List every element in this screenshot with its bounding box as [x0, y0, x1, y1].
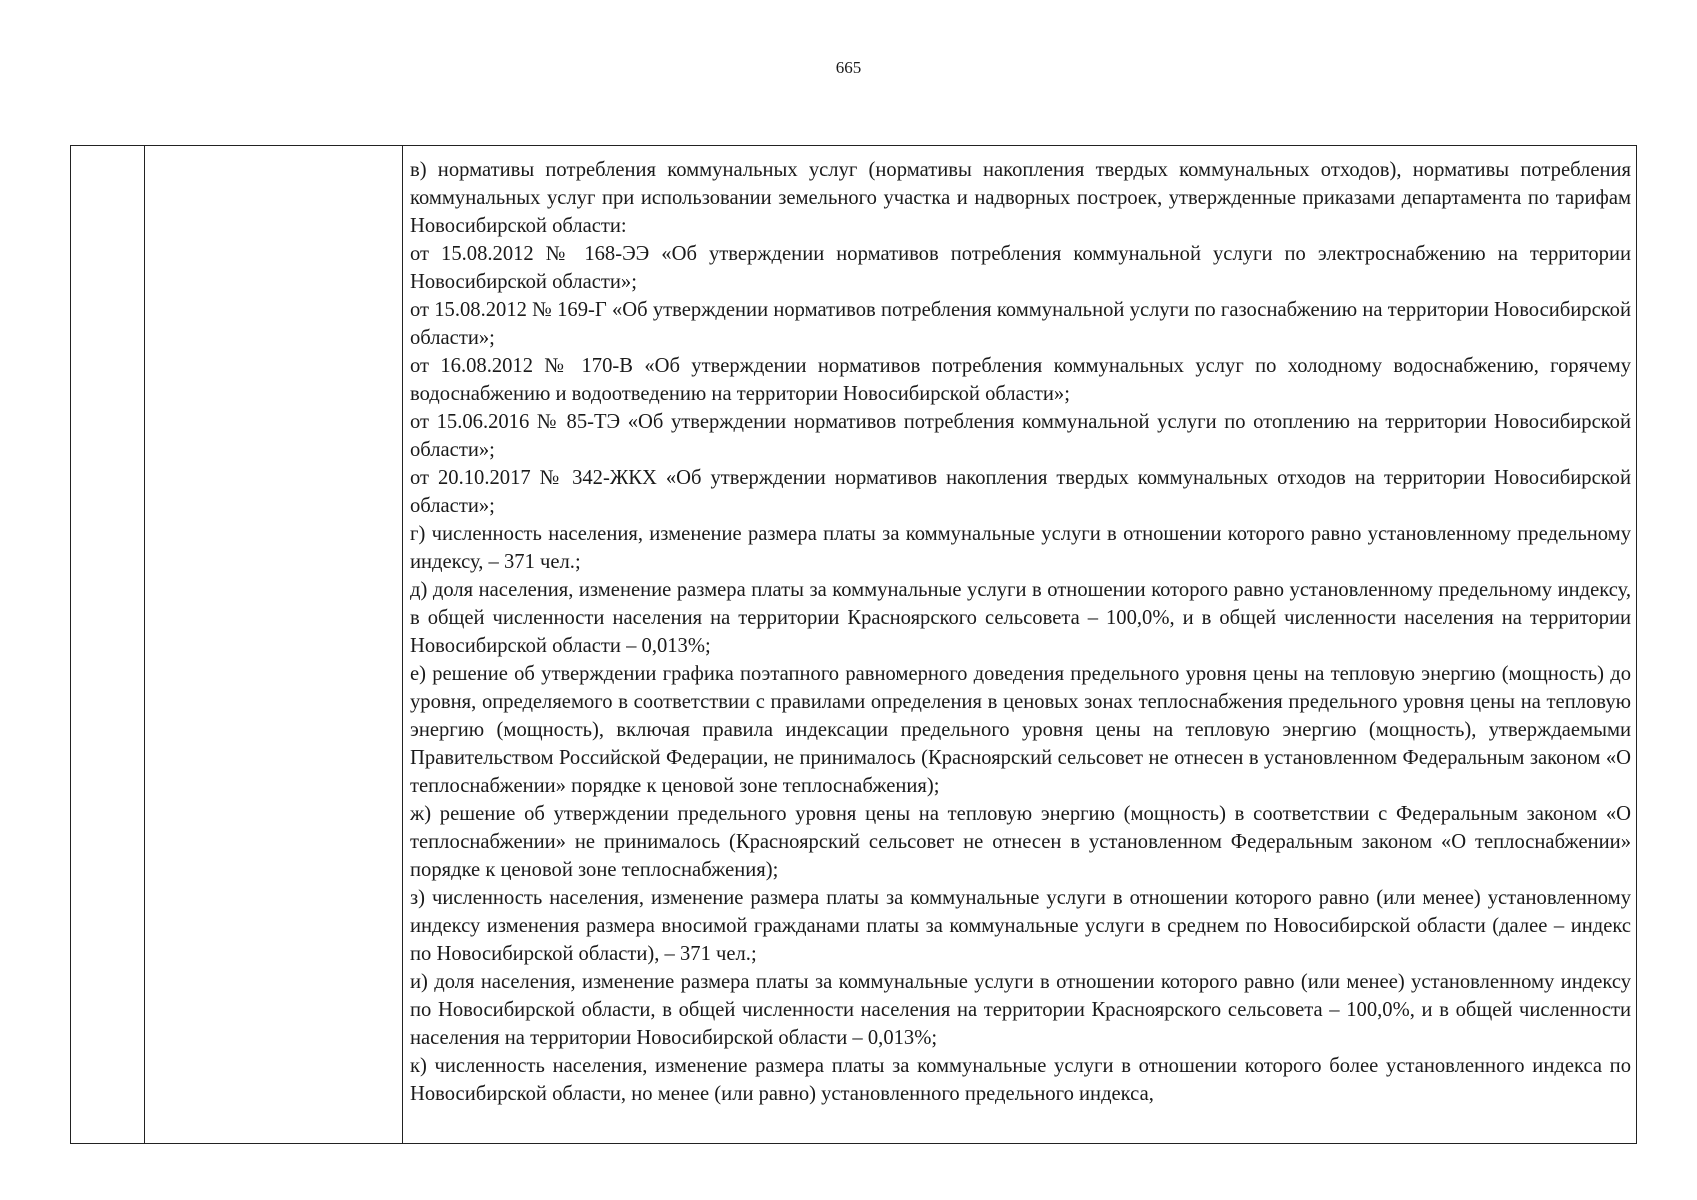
- paragraph-z: з) численность населения, изменение размера платы за коммунальные услуги в отношении которого равно (или менее) установленному индексу изменения размера вносимой гражданами платы за коммунальные услуги в среднем по Новосибирской области (далее – индекс по Новосибирской области), – 371 чел.;: [410, 887, 1631, 965]
- paragraph-order-168: от 15.08.2012 № 168-ЭЭ «Об утверждении нормативов потребления коммунальной услуги по электроснабжению на территории Новосибирской области»;: [410, 243, 1631, 293]
- paragraph-g: г) численность населения, изменение размера платы за коммунальные услуги в отношении которого равно установленному предельному индексу, – 371 чел.;: [410, 523, 1631, 573]
- paragraph-e: е) решение об утверждении графика поэтапного равномерного доведения предельного уровня цены на тепловую энергию (мощность) до уровня, определяемого в соответствии с правилами определения в ценовых зонах теплоснабжения предельного уровня цены на тепловую энергию (мощность), включая правила индексации предельного уровня цены на тепловую энергию (мощность), утверждаемыми Правительством Российской Федерации, не принималось (Красноярский сельсовет не отнесен в установленном Федеральным законом «О теплоснабжении» порядке к ценовой зоне теплоснабжения);: [410, 663, 1631, 797]
- table-cell-name: [145, 146, 403, 1143]
- paragraph-order-170: от 16.08.2012 № 170-В «Об утверждении нормативов потребления коммунальных услуг по холодному водоснабжению, горячему водоснабжению и водоотведению на территории Новосибирской области»;: [410, 355, 1631, 405]
- paragraph-zh: ж) решение об утверждении предельного уровня цены на тепловую энергию (мощность) в соответствии с Федеральным законом «О теплоснабжении» не принималось (Красноярский сельсовет не отнесен в установленном Федеральным законом «О теплоснабжении» порядке к ценовой зоне теплоснабжения);: [410, 803, 1631, 881]
- table-cell-content: [403, 146, 1636, 1143]
- document-table: [70, 145, 1637, 1144]
- paragraph-d: д) доля населения, изменение размера платы за коммунальные услуги в отношении которого равно установленному предельному индексу, в общей численности населения на территории Красноярского сельсовета – 100,0%, и в общей численности населения на территории Новосибирской области – 0,013%;: [410, 579, 1631, 657]
- paragraph-k: к) численность населения, изменение размера платы за коммунальные услуги в отношении которого более установленного индекса по Новосибирской области, но менее (или равно) установленного предельного индекса,: [410, 1055, 1631, 1105]
- paragraph-order-169: от 15.08.2012 № 169-Г «Об утверждении нормативов потребления коммунальной услуги по газоснабжению на территории Новосибирской области»;: [410, 299, 1631, 349]
- page-number: 665: [835, 58, 862, 77]
- paragraph-v: в) нормативы потребления коммунальных услуг (нормативы накопления твердых коммунальных отходов), нормативы потребления коммунальных услуг при использовании земельного участка и надворных построек, утвержденные приказами департамента по тарифам Новосибирской области:: [410, 159, 1631, 237]
- paragraph-order-342: от 20.10.2017 № 342-ЖКХ «Об утверждении нормативов накопления твердых коммунальных отходов на территории Новосибирской области»;: [410, 467, 1631, 517]
- table-cell-number: [71, 146, 145, 1143]
- paragraph-order-85: от 15.06.2016 № 85-ТЭ «Об утверждении нормативов потребления коммунальной услуги по отоплению на территории Новосибирской области»;: [410, 411, 1631, 461]
- paragraph-i: и) доля населения, изменение размера платы за коммунальные услуги в отношении которого равно (или менее) установленному индексу по Новосибирской области, в общей численности населения на территории Красноярского сельсовета – 100,0%, и в общей численности населения на территории Новосибирской области – 0,013%;: [410, 971, 1631, 1049]
